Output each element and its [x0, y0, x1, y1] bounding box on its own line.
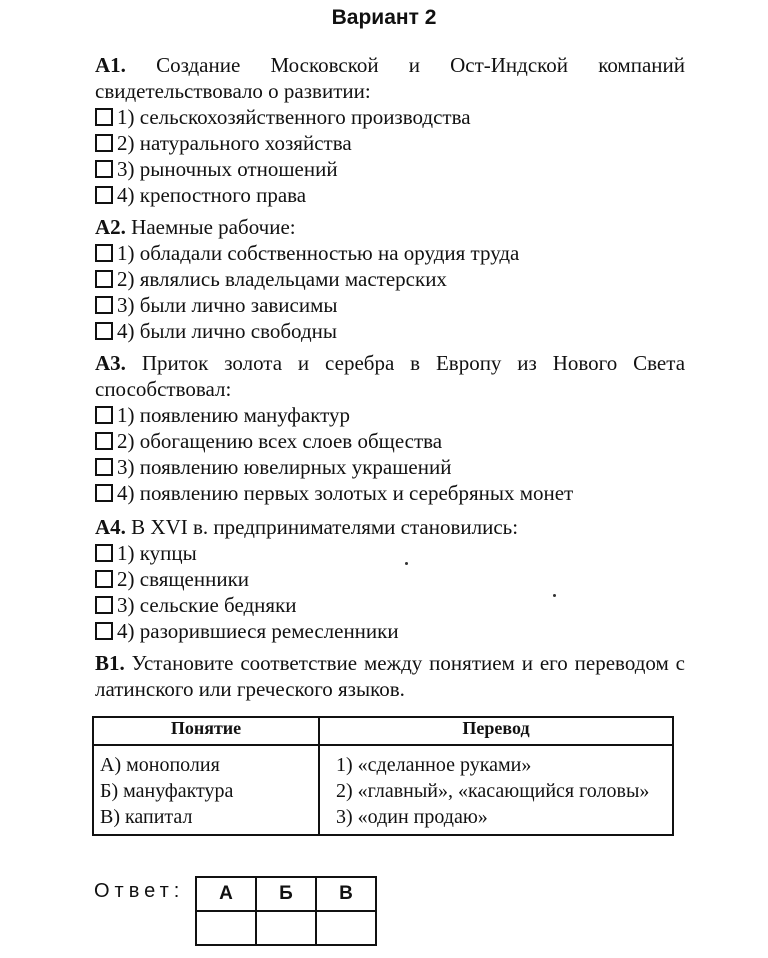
- option-label: 3) появлению ювелирных украшений: [117, 455, 452, 479]
- answer-option[interactable]: [95, 454, 685, 480]
- checkbox[interactable]: [95, 458, 113, 476]
- question-text: [95, 514, 685, 540]
- answer-option[interactable]: [95, 592, 685, 618]
- option-label: 4) разорившиеся ремесленники: [117, 619, 399, 643]
- question-label: Приток золота и серебра в Европу из Нового Света способствовал:: [95, 351, 686, 401]
- translations-cell: [319, 745, 673, 835]
- checkbox[interactable]: [95, 484, 113, 502]
- answer-label: Ответ:: [94, 880, 185, 902]
- answer-option[interactable]: [95, 104, 685, 130]
- question-text: [95, 214, 685, 240]
- option-label: 1) купцы: [117, 541, 197, 565]
- concept-item: Б) мануфактура: [100, 780, 234, 802]
- answer-option[interactable]: [95, 566, 685, 592]
- option-label: 2) являлись владельцами мастерских: [117, 267, 447, 291]
- question-a4: [95, 514, 685, 644]
- question-text: [95, 650, 685, 702]
- question-number: А2.: [95, 215, 126, 239]
- option-label: 1) появлению мануфактур: [117, 403, 351, 427]
- answer-option[interactable]: [95, 240, 685, 266]
- answer-cell[interactable]: [196, 911, 256, 945]
- answer-option[interactable]: [95, 292, 685, 318]
- option-label: 1) сельскохозяйственного производства: [117, 105, 471, 129]
- checkbox[interactable]: [95, 322, 113, 340]
- answer-option[interactable]: [95, 182, 685, 208]
- translation-item: 2) «главный», «касающийся головы»: [336, 780, 650, 802]
- translation-item: 3) «один продаю»: [336, 806, 488, 828]
- checkbox[interactable]: [95, 406, 113, 424]
- checkbox[interactable]: [95, 134, 113, 152]
- answer-option[interactable]: [95, 480, 685, 506]
- concept-item: В) капитал: [100, 806, 193, 828]
- question-label: В XVI в. предпринимателями становились:: [131, 515, 519, 539]
- concepts-cell: [93, 745, 319, 835]
- option-label: 2) обогащению всех слоев общества: [117, 429, 443, 453]
- answer-cell[interactable]: [256, 911, 316, 945]
- checkbox[interactable]: [95, 570, 113, 588]
- option-label: 2) натурального хозяйства: [117, 131, 352, 155]
- answer-column-header: Б: [256, 877, 316, 911]
- answer-option[interactable]: [95, 318, 685, 344]
- answer-option[interactable]: [95, 618, 685, 644]
- question-a2: [95, 214, 685, 344]
- checkbox[interactable]: [95, 270, 113, 288]
- option-label: 2) священники: [117, 567, 250, 591]
- answer-option[interactable]: [95, 428, 685, 454]
- answer-cell[interactable]: [316, 911, 376, 945]
- option-label: 3) были лично зависимы: [117, 293, 338, 317]
- option-label: 4) появлению первых золотых и серебряных монет: [117, 481, 574, 505]
- checkbox[interactable]: [95, 160, 113, 178]
- question-label: Установите соответствие между понятием и его переводом с латинского или греческого языков.: [95, 651, 685, 701]
- option-label: 4) крепостного права: [117, 183, 307, 207]
- column-header-concept: Понятие: [93, 717, 319, 745]
- answer-option[interactable]: [95, 156, 685, 182]
- question-a1: [95, 52, 685, 208]
- checkbox[interactable]: [95, 432, 113, 450]
- answer-column-header: В: [316, 877, 376, 911]
- question-text: [95, 52, 685, 104]
- checkbox[interactable]: [95, 622, 113, 640]
- scan-speck: [553, 594, 556, 597]
- checkbox[interactable]: [95, 296, 113, 314]
- answer-grid: [195, 876, 377, 946]
- question-text: [95, 350, 685, 402]
- concept-item: А) монополия: [100, 754, 220, 776]
- question-label: Наемные рабочие:: [131, 215, 296, 239]
- answer-column-header: А: [196, 877, 256, 911]
- column-header-translation: Перевод: [319, 717, 673, 745]
- answer-option[interactable]: [95, 402, 685, 428]
- answer-option[interactable]: [95, 266, 685, 292]
- option-label: 1) обладали собственностью на орудия труда: [117, 241, 520, 265]
- checkbox[interactable]: [95, 244, 113, 262]
- checkbox[interactable]: [95, 186, 113, 204]
- option-label: 4) были лично свободны: [117, 319, 337, 343]
- checkbox[interactable]: [95, 596, 113, 614]
- option-label: 3) сельские бедняки: [117, 593, 297, 617]
- question-number: А3.: [95, 351, 126, 375]
- checkbox[interactable]: [95, 108, 113, 126]
- translation-item: 1) «сделанное руками»: [336, 754, 532, 776]
- scan-speck: [405, 562, 408, 565]
- answer-option[interactable]: [95, 540, 685, 566]
- question-number: А1.: [95, 53, 126, 77]
- option-label: 3) рыночных отношений: [117, 157, 338, 181]
- page-title: Вариант 2: [331, 6, 437, 29]
- question-number: А4.: [95, 515, 126, 539]
- question-a3: [95, 350, 685, 506]
- answer-option[interactable]: [95, 130, 685, 156]
- question-b1: [95, 650, 685, 702]
- question-number: В1.: [95, 651, 125, 675]
- checkbox[interactable]: [95, 544, 113, 562]
- question-label: Создание Московской и Ост-Индской компаний свидетельствовало о развитии:: [95, 53, 685, 103]
- matching-table: [92, 716, 674, 836]
